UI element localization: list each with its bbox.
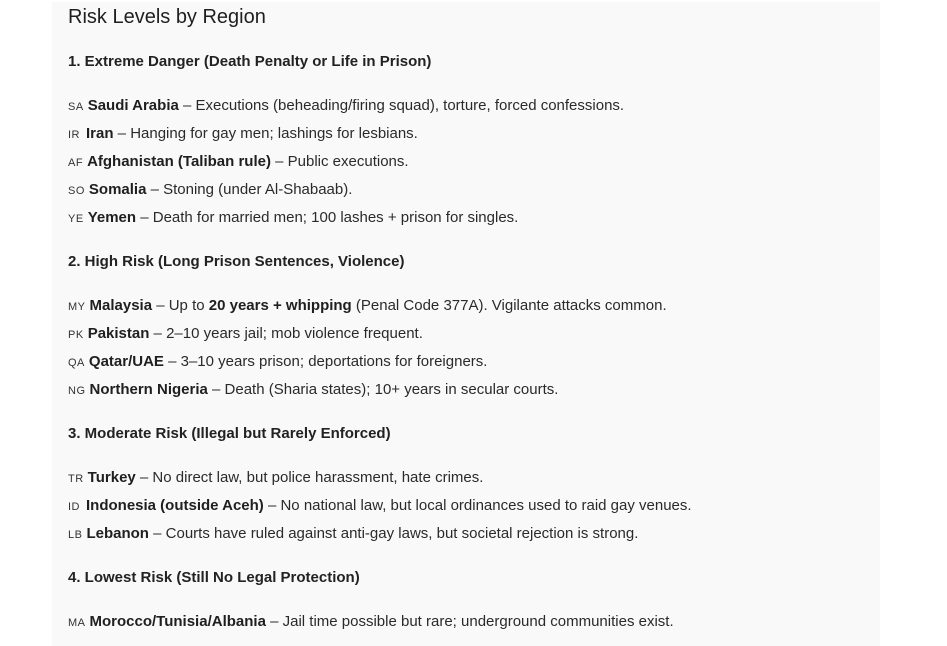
entry-text: – Death (Sharia states); 10+ years in secular courts. <box>207 381 559 398</box>
country-code: PK <box>68 329 84 341</box>
section-moderate-risk <box>68 424 864 548</box>
section-high-risk <box>68 252 864 404</box>
section-heading: 2. High Risk (Long Prison Sentences, Violence) <box>68 253 405 270</box>
section-heading: 4. Lowest Risk (Still No Legal Protection) <box>68 569 360 586</box>
entry-text: – Stoning (under Al-Shabaab). <box>146 181 353 198</box>
list-item <box>68 320 864 348</box>
list-item <box>68 176 864 204</box>
entry-text: – Jail time possible but rare; underground communities exist. <box>265 613 674 630</box>
list-item <box>68 120 864 148</box>
entry-text: – No national law, but local ordinances used to raid gay venues. <box>263 497 692 514</box>
entry-text: (Penal Code 377A). Vigilante attacks common. <box>351 297 667 314</box>
entry-text: – Death for married men; 100 lashes + prison for singles. <box>136 209 519 226</box>
list-item <box>68 148 864 176</box>
entry-text: – 3–10 years prison; deportations for foreigners. <box>163 353 488 370</box>
section-extreme-danger <box>68 52 864 232</box>
country-name: Indonesia (outside Aceh) <box>86 497 264 514</box>
section-heading: 1. Extreme Danger (Death Penalty or Life in Prison) <box>68 53 432 70</box>
country-code: QA <box>68 357 85 369</box>
country-code: IR <box>68 129 80 141</box>
country-code: MA <box>68 617 86 629</box>
entry-text: – Executions (beheading/firing squad), torture, forced confessions. <box>178 97 625 114</box>
country-name: Afghanistan (Taliban rule) <box>87 153 271 170</box>
country-name: Malaysia <box>89 297 153 314</box>
country-code: SO <box>68 185 85 197</box>
country-name: Qatar/UAE <box>88 353 164 370</box>
country-code: ID <box>68 501 80 513</box>
country-code: LB <box>68 529 83 541</box>
list-item <box>68 348 864 376</box>
list-item <box>68 292 864 320</box>
entry-text: – 2–10 years jail; mob violence frequent. <box>149 325 423 342</box>
country-code: MY <box>68 301 86 313</box>
entry-text: – Courts have ruled against anti-gay laws, but societal rejection is strong. <box>148 525 639 542</box>
list-item <box>68 520 864 548</box>
country-name: Northern Nigeria <box>89 381 208 398</box>
list-item <box>68 92 864 120</box>
list-item <box>68 608 864 636</box>
country-name: Lebanon <box>86 525 149 542</box>
country-name: Morocco/Tunisia/Albania <box>89 613 266 630</box>
list-item <box>68 204 864 232</box>
country-name: Saudi Arabia <box>87 97 179 114</box>
country-name: Somalia <box>88 181 147 198</box>
country-code: SA <box>68 101 84 113</box>
country-code: YE <box>68 213 84 225</box>
country-name: Yemen <box>87 209 137 226</box>
entry-text: – No direct law, but police harassment, hate crimes. <box>135 469 484 486</box>
country-name: Iran <box>86 125 114 142</box>
country-code: AF <box>68 157 84 169</box>
content-panel <box>52 2 880 646</box>
list-item <box>68 464 864 492</box>
entry-text: – Public executions. <box>270 153 409 170</box>
page-title: Risk Levels by Region <box>68 6 266 28</box>
section-heading: 3. Moderate Risk (Illegal but Rarely Enforced) <box>68 425 391 442</box>
country-name: Turkey <box>87 469 136 486</box>
entry-text-before: – Up to <box>152 297 209 314</box>
entry-text: – Hanging for gay men; lashings for lesbians. <box>113 125 418 142</box>
country-code: TR <box>68 473 84 485</box>
list-item <box>68 492 864 520</box>
country-name: Pakistan <box>87 325 150 342</box>
list-item <box>68 376 864 404</box>
entry-emphasis: 20 years + whipping <box>208 297 352 314</box>
country-code: NG <box>68 385 86 397</box>
section-lowest-risk <box>68 568 864 636</box>
